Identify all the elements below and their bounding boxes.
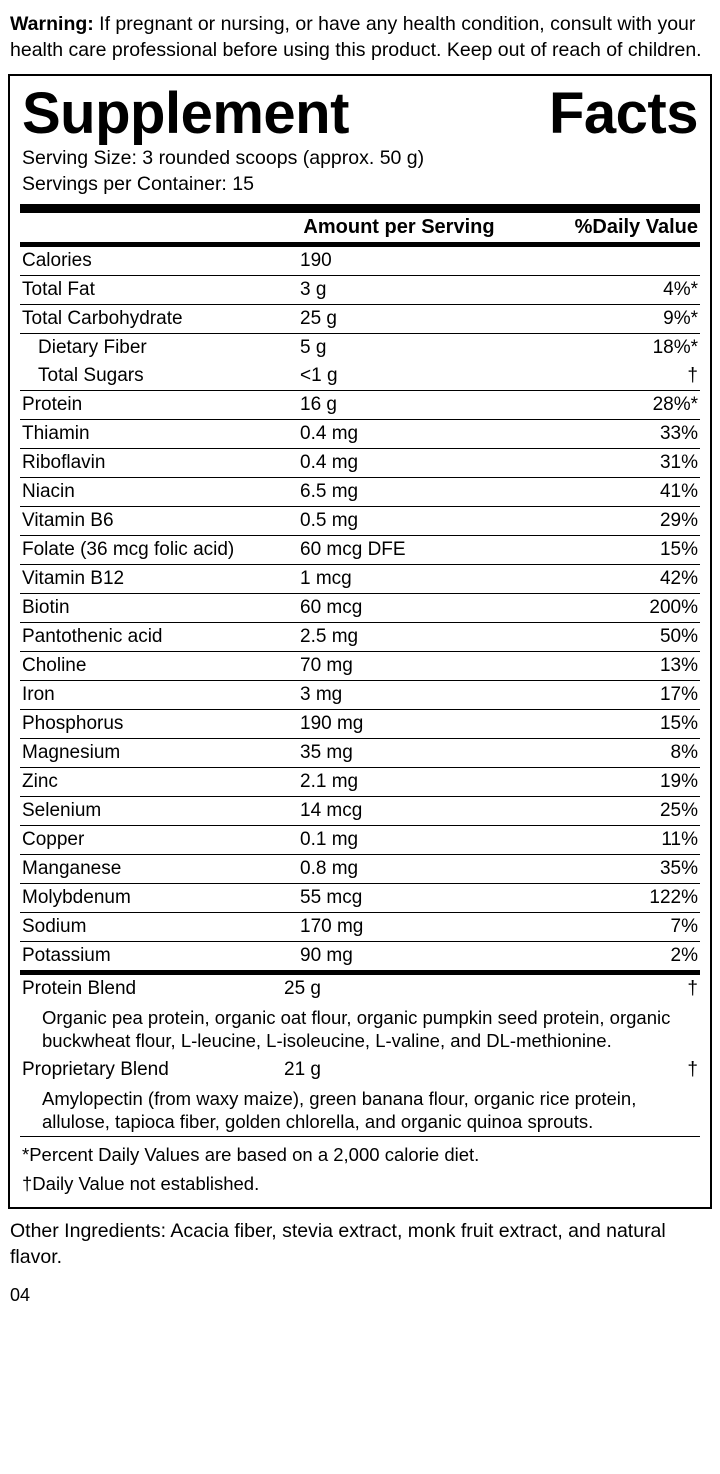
nutrient-name: Molybdenum <box>20 883 300 912</box>
table-row <box>20 622 700 651</box>
header-blank <box>20 213 284 242</box>
nutrition-table <box>20 213 700 242</box>
nutrient-amount: 60 mcg <box>300 593 530 622</box>
blend-daily-value: † <box>687 1058 698 1080</box>
footnote-dv-not-established: †Daily Value not established. <box>22 1173 260 1195</box>
nutrient-name: Pantothenic acid <box>20 622 300 651</box>
blend-description: Amylopectin (from waxy maize), green banana flour, organic rice protein, allulose, tapioca fiber, golden chlorella, and organic quinoa sprouts. <box>42 1087 637 1132</box>
nutrient-name: Selenium <box>20 796 300 825</box>
divider-thick-top <box>20 204 700 213</box>
nutrient-daily-value: 13% <box>530 651 700 680</box>
table-row <box>20 506 700 535</box>
supplement-facts-panel <box>8 74 712 1209</box>
nutrient-daily-value: † <box>687 364 698 386</box>
nutrient-amount: 0.4 mg <box>300 448 530 477</box>
warning-body: If pregnant or nursing, or have any health condition, consult with your health care professional before using this product. Keep out of reach of children. <box>10 13 702 61</box>
table-row <box>20 825 700 854</box>
blend-row <box>20 1056 700 1084</box>
table-header-row <box>20 213 700 242</box>
nutrient-name: Zinc <box>20 767 300 796</box>
table-row <box>20 854 700 883</box>
nutrient-name: Thiamin <box>20 419 300 448</box>
blend-row <box>20 975 700 1003</box>
nutrient-name: Riboflavin <box>20 448 300 477</box>
nutrient-amount: 25 g <box>300 304 530 333</box>
nutrient-amount: 190 <box>300 249 332 271</box>
table-row <box>20 912 700 941</box>
nutrient-amount: 35 mg <box>300 738 530 767</box>
nutrient-daily-value: 122% <box>530 883 700 912</box>
nutrient-amount: 2.1 mg <box>300 767 530 796</box>
blend-name: Proprietary Blend <box>22 1058 169 1080</box>
footnote-percent-dv: *Percent Daily Values are based on a 2,000 calorie diet. <box>22 1144 480 1166</box>
nutrient-daily-value: 19% <box>530 767 700 796</box>
table-row <box>20 651 700 680</box>
panel-title <box>20 82 700 145</box>
table-row <box>20 680 700 709</box>
nutrient-daily-value: 29% <box>530 506 700 535</box>
other-ingredients: Other Ingredients: Acacia fiber, stevia extract, monk fruit extract, and natural flavor. <box>10 1220 666 1268</box>
nutrient-amount: <1 g <box>300 364 338 386</box>
table-row <box>20 304 700 333</box>
nutrient-amount: 70 mg <box>300 651 530 680</box>
nutrient-daily-value: 41% <box>530 477 700 506</box>
table-row <box>20 419 700 448</box>
nutrient-amount: 60 mcg DFE <box>300 535 530 564</box>
nutrient-rows-table <box>20 247 700 970</box>
nutrient-name: Biotin <box>20 593 300 622</box>
table-row <box>20 535 700 564</box>
nutrient-amount: 170 mg <box>300 912 530 941</box>
nutrient-daily-value: 4%* <box>530 275 700 304</box>
table-row <box>20 593 700 622</box>
nutrient-amount: 14 mcg <box>300 796 530 825</box>
nutrient-amount: 0.4 mg <box>300 419 530 448</box>
nutrient-daily-value: 15% <box>530 535 700 564</box>
nutrient-daily-value: 25% <box>530 796 700 825</box>
nutrient-name: Total Fat <box>20 275 300 304</box>
nutrient-daily-value: 35% <box>530 854 700 883</box>
nutrient-amount: 0.5 mg <box>300 506 530 535</box>
table-row <box>20 390 700 419</box>
nutrient-daily-value: 50% <box>530 622 700 651</box>
table-row <box>20 362 700 391</box>
nutrient-daily-value: 2% <box>530 941 700 970</box>
nutrient-name: Sodium <box>20 912 300 941</box>
nutrient-daily-value: 42% <box>530 564 700 593</box>
panel-title-word-facts: Facts <box>548 80 698 146</box>
nutrient-name: Niacin <box>20 477 300 506</box>
nutrient-amount: 1 mcg <box>300 564 530 593</box>
nutrient-daily-value: 17% <box>530 680 700 709</box>
nutrient-name: Dietary Fiber <box>20 333 300 362</box>
nutrient-name: Total Sugars <box>38 364 144 386</box>
blend-description-row <box>20 1003 700 1056</box>
table-row <box>20 477 700 506</box>
nutrient-daily-value <box>530 247 700 276</box>
header-amount-per-serving: Amount per Serving <box>303 215 495 238</box>
nutrient-name: Iron <box>20 680 300 709</box>
warning-text <box>10 12 710 64</box>
nutrient-name: Calories <box>22 249 92 271</box>
servings-per-container: Servings per Container: 15 <box>22 172 254 195</box>
nutrient-name: Folate (36 mcg folic acid) <box>20 535 300 564</box>
blend-amount: 25 g <box>284 977 321 999</box>
nutrient-name: Magnesium <box>20 738 300 767</box>
blend-name: Protein Blend <box>22 977 137 999</box>
blend-description-row <box>20 1084 700 1137</box>
blend-daily-value: † <box>687 977 698 999</box>
panel-title-word-supplement: Supplement <box>22 80 349 146</box>
nutrient-daily-value: 8% <box>530 738 700 767</box>
nutrient-amount: 6.5 mg <box>300 477 530 506</box>
blend-amount: 21 g <box>284 1058 321 1080</box>
nutrient-daily-value: 18%* <box>530 333 700 362</box>
nutrient-amount: 16 g <box>300 390 530 419</box>
blends-table <box>20 975 700 1136</box>
table-row <box>20 796 700 825</box>
nutrient-daily-value: 11% <box>530 825 700 854</box>
nutrient-amount: 2.5 mg <box>300 622 530 651</box>
table-row <box>20 564 700 593</box>
footnotes <box>20 1137 700 1199</box>
table-row <box>20 941 700 970</box>
table-row <box>20 448 700 477</box>
nutrient-amount: 3 mg <box>300 680 530 709</box>
page-code: 04 <box>10 1284 31 1305</box>
table-row <box>20 883 700 912</box>
header-daily-value: %Daily Value <box>574 215 698 238</box>
nutrient-name: Phosphorus <box>20 709 300 738</box>
nutrient-name: Potassium <box>20 941 300 970</box>
table-row <box>20 275 700 304</box>
table-row <box>20 738 700 767</box>
nutrient-daily-value: 7% <box>530 912 700 941</box>
nutrient-name: Choline <box>20 651 300 680</box>
nutrient-name: Vitamin B12 <box>20 564 300 593</box>
nutrient-name: Manganese <box>20 854 300 883</box>
nutrient-daily-value: 9%* <box>530 304 700 333</box>
table-row <box>20 247 700 276</box>
nutrient-amount: 190 mg <box>300 709 530 738</box>
nutrient-name: Vitamin B6 <box>20 506 300 535</box>
nutrient-amount: 90 mg <box>300 941 530 970</box>
blend-description: Organic pea protein, organic oat flour, organic pumpkin seed protein, organic buckwheat flour, L-leucine, L-isoleucine, L-valine, and DL-methionine. <box>42 1006 671 1052</box>
nutrient-amount: 5 g <box>300 333 530 362</box>
table-row <box>20 767 700 796</box>
nutrient-name: Total Carbohydrate <box>20 304 300 333</box>
warning-label: Warning: <box>10 13 94 35</box>
table-row <box>20 333 700 362</box>
nutrient-daily-value: 28%* <box>530 390 700 419</box>
nutrient-amount: 0.1 mg <box>300 825 530 854</box>
nutrient-amount: 0.8 mg <box>300 854 530 883</box>
nutrient-amount: 55 mcg <box>300 883 530 912</box>
nutrient-daily-value: 200% <box>530 593 700 622</box>
serving-size: Serving Size: 3 rounded scoops (approx. 50 g) <box>22 146 425 169</box>
nutrient-daily-value: 33% <box>530 419 700 448</box>
nutrient-daily-value: 31% <box>530 448 700 477</box>
nutrient-daily-value: 15% <box>530 709 700 738</box>
nutrient-name: Copper <box>20 825 300 854</box>
table-row <box>20 709 700 738</box>
nutrient-amount: 3 g <box>300 275 530 304</box>
nutrient-name: Protein <box>20 390 300 419</box>
